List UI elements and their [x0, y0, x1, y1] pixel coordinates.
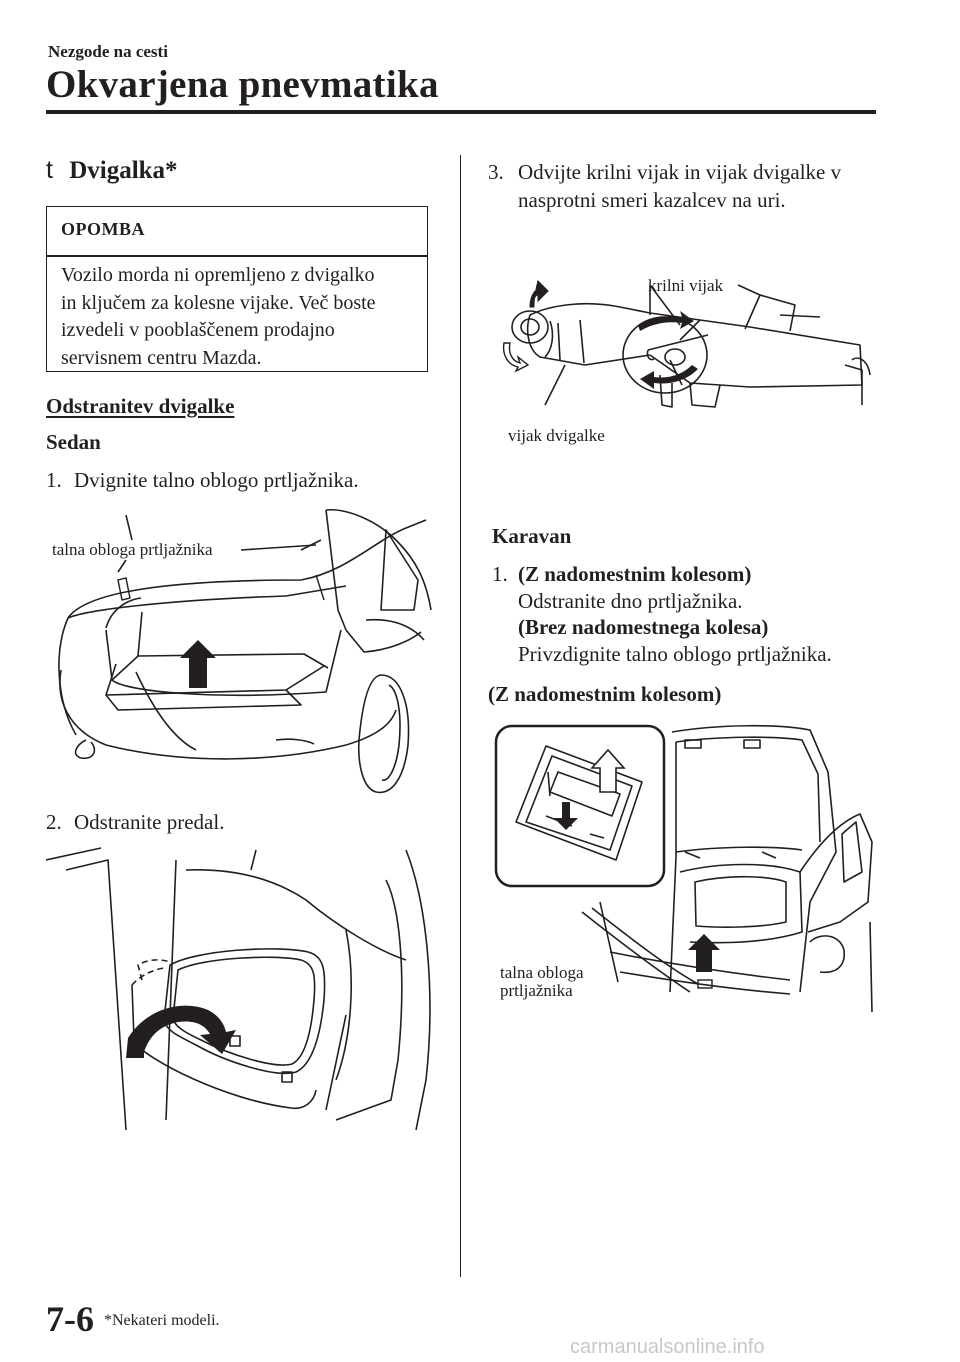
wagon-heading: Karavan: [492, 524, 572, 548]
wagon-step-1-bold-1: (Z nadomestnim kolesom): [518, 562, 752, 586]
fig3-label-jack-bolt: vijak dvigalke: [508, 426, 605, 445]
wagon-subheading: (Z nadomestnim kolesom): [488, 682, 722, 706]
fig1-label: talna obloga prtljažnika: [52, 540, 213, 559]
sedan-heading: Sedan: [46, 430, 101, 454]
step-1-number: 1.: [46, 468, 62, 492]
subheading-removal: Odstranitev dvigalke: [46, 394, 235, 418]
watermark: carmanualsonline.info: [570, 1336, 765, 1358]
page-title: Okvarjena pnevmatika: [46, 63, 439, 106]
fig4-label: [500, 964, 584, 1000]
fig4-label-line-1: talna obloga: [500, 963, 584, 982]
step-3-line-1: Odvijte krilni vijak in vijak dvigalke v: [518, 160, 842, 184]
figure-drawer: [46, 840, 436, 1140]
fig4-label-line-2: prtljažnika: [500, 981, 573, 1000]
note-box: [46, 206, 428, 372]
step-1-text: Dvignite talno oblogo prtljažnika.: [74, 468, 359, 492]
heading-bullet: t: [46, 156, 53, 184]
note-body: [61, 262, 376, 372]
step-3-number: 3.: [488, 160, 504, 184]
note-line: servisnem centru Mazda.: [61, 346, 262, 369]
footnote: *Nekateri modeli.: [104, 1312, 220, 1329]
wagon-step-1-bold-2: (Brez nadomestnega kolesa): [518, 615, 769, 639]
note-title: OPOMBA: [61, 219, 145, 239]
heading-text: Dvigalka*: [69, 157, 178, 184]
step-2-number: 2.: [46, 810, 62, 834]
wagon-step-1-number: 1.: [492, 562, 508, 586]
step-3-line-2: nasprotni smeri kazalcev na uri.: [518, 188, 786, 212]
column-divider: [460, 155, 461, 1277]
note-line: in ključem za kolesne vijake. Več boste: [61, 291, 376, 314]
wagon-step-1-text-2: Privzdignite talno oblogo prtljažnika.: [518, 642, 832, 666]
title-rule: [46, 110, 876, 114]
note-divider: [47, 255, 427, 257]
section-heading: [46, 156, 178, 185]
section-label: Nezgode na cesti: [48, 42, 168, 61]
note-line: izvedeli v pooblaščenem prodajno: [61, 319, 335, 341]
wagon-step-1-text-1: Odstranite dno prtljažnika.: [518, 589, 743, 613]
note-line: Vozilo morda ni opremljeno z dvigalko: [61, 264, 375, 286]
fig3-label-wing-bolt: krilni vijak: [648, 276, 724, 295]
page-number: 7-6: [46, 1299, 94, 1339]
step-2-text: Odstranite predal.: [74, 810, 225, 834]
